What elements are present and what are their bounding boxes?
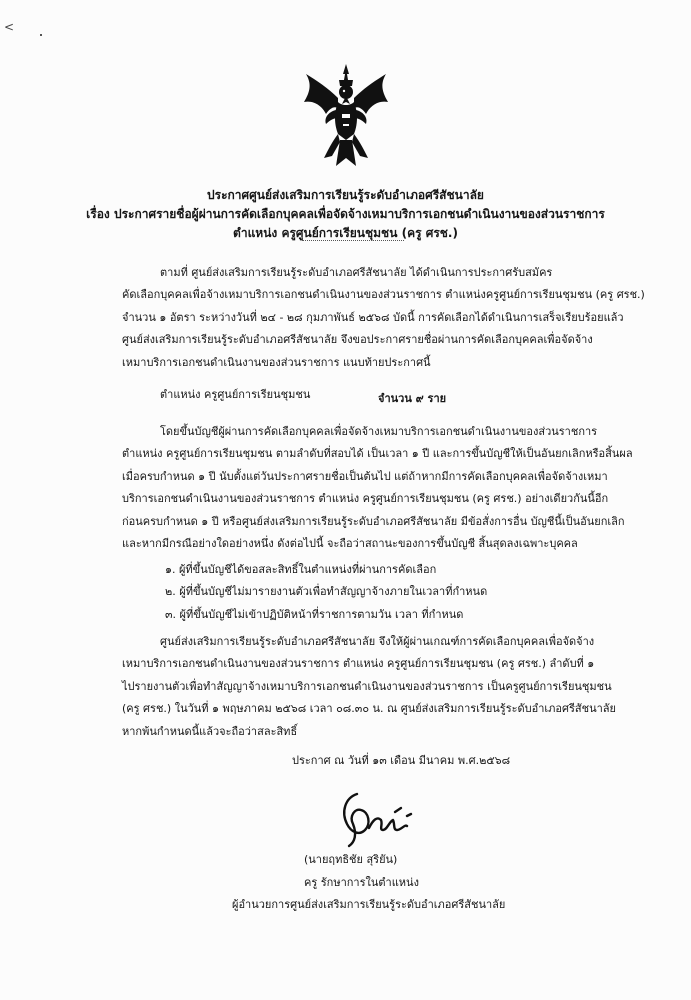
para1-line: ศูนย์ส่งเสริมการเรียนรู้ระดับอำเภอศรีสัชนาลัย จึงขอประกาศรายชื่อผ่านการคัดเลือกบุคคลเพื่อจัดจ้าง (122, 333, 593, 346)
scan-edge-mark: < (4, 20, 15, 34)
para1-line: คัดเลือกบุคคลเพื่อจ้างเหมาบริการเอกชนดำเนินงานของส่วนราชการ ตำแหน่งครูศูนย์การเรียนชุมชน (ครู ศรช.) (122, 288, 645, 301)
condition-item: ๓. ผู้ที่ขึ้นบัญชีไม่เข้าปฏิบัติหน้าที่ราชการตามวัน เวลา ที่กำหนด (165, 608, 464, 621)
para2-line: โดยขึ้นบัญชีผู้ผ่านการคัดเลือกบุคคลเพื่อจัดจ้างเหมาบริการเอกชนดำเนินงานของส่วนราชการ (160, 425, 598, 438)
para3-line: ไปรายงานตัวเพื่อทำสัญญาจ้างเหมาบริการเอกชนดำเนินงานของส่วนราชการ เป็นครูศูนย์การเรียนชุมชน (122, 680, 612, 693)
signature-icon (335, 790, 417, 848)
para1-line: จำนวน ๑ อัตรา ระหว่างวันที่ ๒๔ - ๒๘ กุมภาพันธ์ ๒๕๖๘ บัดนี้ การคัดเลือกได้ดำเนินการเสร็จเรียบร้อยแล้ว (122, 311, 624, 324)
scan-speck (40, 34, 42, 36)
announcement-title: ประกาศศูนย์ส่งเสริมการเรียนรู้ระดับอำเภอศรีสัชนาลัย (207, 188, 484, 202)
para3-line: (ครู ศรช.) ในวันที่ ๑ พฤษภาคม ๒๕๖๘ เวลา ๐๘.๓๐ น. ณ ศูนย์ส่งเสริมการเรียนรู้ระดับอำเภอศรีสัชนาลัย (122, 702, 616, 715)
condition-item: ๑. ผู้ที่ขึ้นบัญชีได้ขอสละสิทธิ์ในตำแหน่งที่ผ่านการคัดเลือก (165, 563, 437, 576)
para2-line: ตำแหน่ง ครูศูนย์การเรียนชุมชน ตามลำดับที่สอบได้ เป็นเวลา ๑ ปี และการขึ้นบัญชีให้เป็นอันยกเลิกหรือสิ้นผล (122, 447, 633, 460)
para2-line: และหากมีกรณีอย่างใดอย่างหนึ่ง ดังต่อไปนี้ จะถือว่าสถานะของการขึ้นบัญชี สิ้นสุดลงเฉพาะบุคคล (122, 537, 578, 550)
announcement-position: ตำแหน่ง ครูศูนย์การเรียนชุมชน (ครู ศรช.) (233, 226, 458, 240)
condition-item: ๒. ผู้ที่ขึ้นบัญชีไม่มารายงานตัวเพื่อทำสัญญาจ้างภายในเวลาที่กำหนด (165, 585, 488, 598)
para1-line: ตามที่ ศูนย์ส่งเสริมการเรียนรู้ระดับอำเภอศรีสัชนาลัย ได้ดำเนินการประกาศรับสมัคร (160, 266, 553, 279)
para2-line: เมื่อครบกำหนด ๑ ปี นับตั้งแต่วันประกาศรายชื่อเป็นต้นไป แต่ถ้าหากมีการคัดเลือกบุคคลเพื่อจัดจ้างเหมา (122, 470, 608, 483)
para2-line: ก่อนครบกำหนด ๑ ปี หรือศูนย์ส่งเสริมการเรียนรู้ระดับอำเภอศรีสัชนาลัย มีข้อสั่งการอื่น บัญชีนี้เป็นอันยกเลิก (122, 515, 625, 528)
announce-date: ประกาศ ณ วันที่ ๑๓ เดือน มีนาคม พ.ศ.๒๕๖๘ (292, 754, 511, 767)
signer-title: ครู รักษาการในตำแหน่ง (304, 876, 419, 889)
para2-line: บริการเอกชนดำเนินงานของส่วนราชการ ตำแหน่ง ครูศูนย์การเรียนชุมชน (ครู ศรช.) อย่างเดียวกันนี้อีก (122, 492, 609, 505)
signer-position: ผู้อำนวยการศูนย์ส่งเสริมการเรียนรู้ระดับอำเภอศรีสัชนาลัย (232, 898, 506, 911)
para3-line: หากพ้นกำหนดนี้แล้วจะถือว่าสละสิทธิ์ (122, 725, 298, 738)
announcement-subject: เรื่อง ประกาศรายชื่อผู้ผ่านการคัดเลือกบุคคลเพื่อจัดจ้างเหมาบริการเอกชนดำเนินงานของส่วนราชการ (86, 207, 605, 221)
garuda-emblem-icon (302, 62, 390, 168)
position-count: จำนวน ๙ ราย (378, 392, 447, 405)
para3-line: เหมาบริการเอกชนดำเนินงานของส่วนราชการ ตำแหน่ง ครูศูนย์การเรียนชุมชน (ครู ศรช.) ลำดับที่ ๑ (122, 657, 595, 670)
position-label: ตำแหน่ง ครูศูนย์การเรียนชุมชน (160, 388, 311, 401)
title-divider (302, 240, 404, 241)
para3-line: ศูนย์ส่งเสริมการเรียนรู้ระดับอำเภอศรีสัชนาลัย จึงให้ผู้ผ่านเกณฑ์การคัดเลือกบุคคลเพื่อจัดจ้าง (160, 635, 595, 648)
signer-name: (นายฤทธิชัย สุริยัน) (304, 853, 398, 866)
para1-line: เหมาบริการเอกชนดำเนินงานของส่วนราชการ แนบท้ายประกาศนี้ (122, 356, 431, 369)
